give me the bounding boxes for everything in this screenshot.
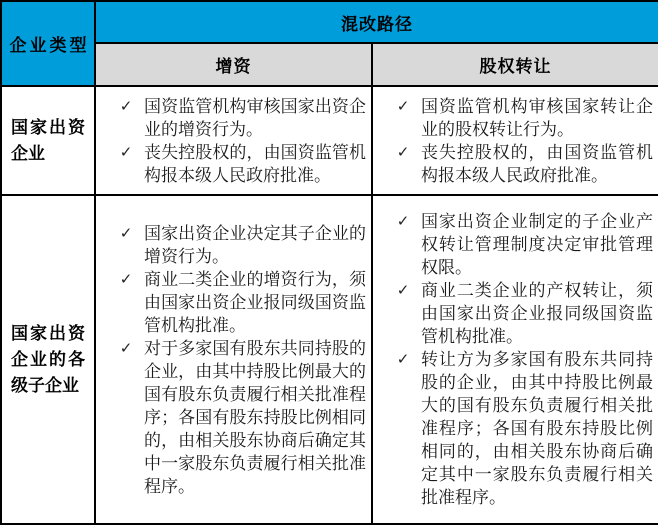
column-header-enterprise-type: 企业类型 [1, 1, 95, 86]
check-icon: ✓ [396, 143, 410, 161]
table-row [1, 195, 658, 524]
row-header-subsidiaries: 国家出资企业的各级子企业 [1, 195, 95, 524]
checklist-item [373, 95, 653, 141]
check-icon: ✓ [396, 351, 410, 369]
check-icon: ✓ [396, 213, 410, 231]
column-header-capital-increase: 增资 [95, 43, 372, 85]
header-row-group [1, 1, 658, 43]
checklist-item [373, 141, 653, 187]
check-icon: ✓ [119, 270, 133, 288]
cell-subsidiaries-capital-increase [95, 195, 372, 524]
checklist-item [96, 95, 366, 141]
cell-subsidiaries-equity-transfer [372, 195, 658, 524]
check-icon: ✓ [119, 143, 133, 161]
checklist-item-text: 转让方为多家国有股东共同持股的企业，由其中持股比例最大的国有股东负责履行相关批准程序；各国有股东持股比例相同的，由相关股东协商后确定其中一家股东负责履行相关批准程序。 [421, 350, 653, 508]
table-row [1, 86, 658, 196]
check-icon: ✓ [119, 339, 133, 357]
checklist-item [373, 348, 653, 509]
header-row-sub [1, 43, 658, 85]
checklist-item [96, 141, 366, 187]
check-icon: ✓ [119, 224, 133, 242]
checklist-item-text: 对于多家国有股东共同持股的企业，由其中持股比例最大的国有股东负责履行相关批准程序；各国有股东持股比例相同的，由相关股东协商后确定其中一家股东负责履行相关批准程序。 [144, 338, 366, 496]
checklist-item [96, 337, 366, 498]
checklist-item-text: 商业二类企业的产权转让，须由国家出资企业报同级国资监管机构批准。 [421, 281, 653, 347]
column-header-equity-transfer: 股权转让 [372, 43, 658, 85]
check-icon: ✓ [396, 282, 410, 300]
cell-state-funded-equity-transfer [372, 86, 658, 196]
check-icon: ✓ [396, 97, 410, 115]
checklist-item [96, 222, 366, 268]
checklist-item-text: 商业二类企业的增资行为，须由国家出资企业报同级国资监管机构批准。 [144, 269, 366, 335]
cell-state-funded-capital-increase [95, 86, 372, 196]
column-group-header-reform-path: 混改路径 [95, 1, 658, 43]
row-header-state-funded-enterprise: 国家出资企业 [1, 86, 95, 196]
checklist-item [96, 268, 366, 337]
checklist-item-text: 国资监管机构审核国家出资企业的增资行为。 [144, 96, 366, 139]
checklist-item-text: 国家出资企业制定的子企业产权转让管理制度决定审批管理权限。 [421, 212, 653, 278]
checklist-item-text: 国资监管机构审核国家转让企业的股权转让行为。 [421, 96, 653, 139]
check-icon: ✓ [119, 97, 133, 115]
checklist-item [373, 210, 653, 279]
checklist-item-text: 丧失控股权的，由国资监管机构报本级人民政府批准。 [144, 142, 366, 185]
checklist-item [373, 279, 653, 348]
checklist-item-text: 丧失控股权的，由国资监管机构报本级人民政府批准。 [421, 142, 653, 185]
checklist-item-text: 国家出资企业决定其子企业的增资行为。 [144, 223, 366, 266]
